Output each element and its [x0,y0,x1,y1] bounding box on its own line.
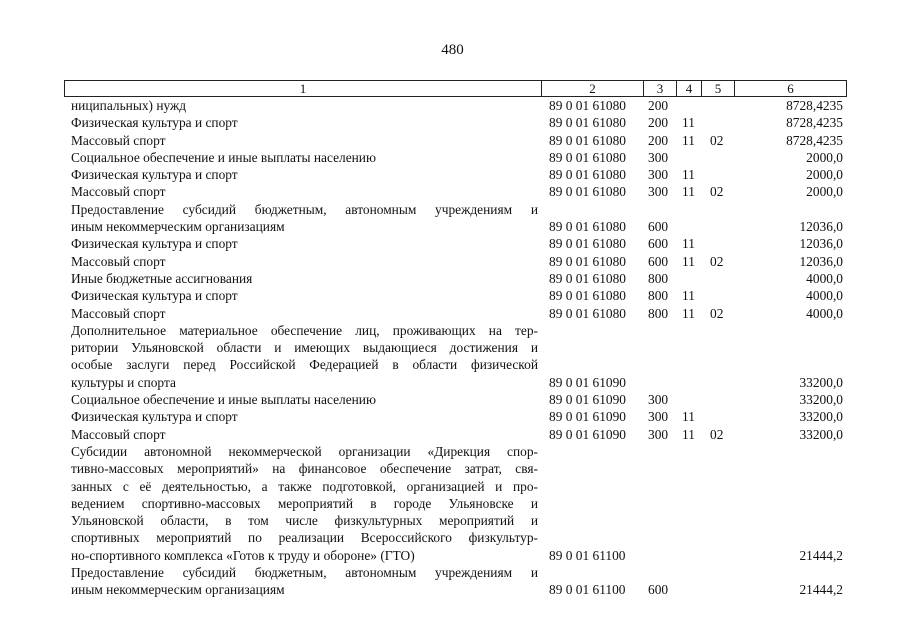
table-row [0,305,905,322]
amount: 21444,2 [799,582,843,598]
amount: 2000,0 [806,184,843,200]
table-row [0,564,905,599]
target-code: 89 0 01 61080 [549,115,626,131]
section: 11 [682,409,695,425]
row-values [0,253,905,270]
amount: 12036,0 [799,236,843,252]
expense-type: 300 [648,167,669,183]
table-row [0,426,905,443]
expense-type: 800 [648,305,669,321]
description-line: Ульяновской области, в том числе физкультурных мероприятий и [71,513,538,529]
description-line: Массовый спорт [71,305,166,321]
target-code: 89 0 01 61080 [549,236,626,252]
target-code: 89 0 01 61080 [549,167,626,183]
expense-type: 600 [648,253,669,269]
table-row [0,201,905,236]
row-values [0,581,905,598]
row-values [0,132,905,149]
target-code: 89 0 01 61090 [549,374,626,390]
row-values [0,183,905,200]
description-line: Предоставление субсидий бюджетным, автономным учреждениям и [71,565,538,581]
row-values [0,391,905,408]
target-code: 89 0 01 61080 [549,270,626,286]
expense-type: 600 [648,582,669,598]
section: 11 [682,167,695,183]
amount: 21444,2 [799,547,843,563]
section: 11 [682,288,695,304]
row-values [0,235,905,252]
target-code: 89 0 01 61080 [549,149,626,165]
table-row [0,287,905,304]
row-values [0,218,905,235]
amount: 12036,0 [799,253,843,269]
description-line: ниципальных) нужд [71,98,187,113]
section: 11 [682,115,695,131]
amount: 33200,0 [799,392,843,408]
amount: 12036,0 [799,219,843,235]
description-line: ведением спортивно-массовых мероприятий в городе Ульяновске и [71,495,538,511]
header-col-5: 5 [701,81,734,96]
target-code: 89 0 01 61080 [549,219,626,235]
description-line: спортивных мероприятий по реализации Всероссийского физкультур- [71,530,538,546]
target-code: 89 0 01 61090 [549,392,626,408]
amount: 2000,0 [806,149,843,165]
description-line: Социальное обеспечение и иные выплаты населению [71,149,376,165]
table-row [0,253,905,270]
row-values [0,166,905,183]
subsection: 02 [710,305,724,321]
row-values [0,408,905,425]
section: 11 [682,426,695,442]
table-row [0,132,905,149]
expense-type: 600 [648,219,669,235]
expense-type: 200 [648,115,669,131]
description-line: Иные бюджетные ассигнования [71,270,253,286]
description-line: Физическая культура и спорт [71,288,238,304]
table-row [0,270,905,287]
description-line: Физическая культура и спорт [71,236,238,252]
amount: 8728,4235 [786,98,843,113]
description-line: Массовый спорт [71,184,166,200]
section: 11 [682,305,695,321]
amount: 33200,0 [799,374,843,390]
section: 11 [682,184,695,200]
description-line: Массовый спорт [71,132,166,148]
table-row [0,391,905,408]
header-col-6: 6 [734,81,846,96]
amount: 2000,0 [806,167,843,183]
amount: 4000,0 [806,270,843,286]
row-values [0,305,905,322]
amount: 8728,4235 [786,115,843,131]
expense-type: 300 [648,149,669,165]
description-line: культуры и спорта [71,374,176,390]
expense-type: 600 [648,236,669,252]
table-row [0,166,905,183]
table-row [0,235,905,252]
expense-type: 300 [648,392,669,408]
table-header [64,80,847,97]
amount: 33200,0 [799,409,843,425]
header-col-1: 1 [299,81,307,96]
description-line: Массовый спорт [71,426,166,442]
amount: 4000,0 [806,305,843,321]
description-line: Дополнительное материальное обеспечение лиц, проживающих на тер- [71,322,538,338]
amount: 8728,4235 [786,132,843,148]
row-values [0,426,905,443]
row-values [0,149,905,166]
description-line: иным некоммерческим организациям [71,219,285,235]
table-row [0,114,905,131]
table-row [0,149,905,166]
target-code: 89 0 01 61080 [549,132,626,148]
description-line: Социальное обеспечение и иные выплаты населению [71,392,376,408]
table-row [0,97,905,114]
section: 11 [682,253,695,269]
amount: 33200,0 [799,426,843,442]
page-number: 480 [441,42,464,58]
expense-type: 800 [648,288,669,304]
expense-type: 200 [648,132,669,148]
description-line: но-спортивного комплекса «Готов к труду и обороне» (ГТО) [71,547,415,563]
description-line: Физическая культура и спорт [71,167,238,183]
expense-type: 300 [648,409,669,425]
row-values [0,270,905,287]
row-values [0,374,905,391]
header-col-2: 2 [541,81,643,96]
description-line: Физическая культура и спорт [71,115,238,131]
target-code: 89 0 01 61100 [549,547,626,563]
subsection: 02 [710,253,724,269]
target-code: 89 0 01 61090 [549,426,626,442]
header-col-3: 3 [643,81,676,96]
table-row [0,322,905,391]
expense-type: 800 [648,270,669,286]
subsection: 02 [710,184,724,200]
description-line: Предоставление субсидий бюджетным, автономным учреждениям и [71,201,538,217]
description-line: особые заслуги перед Российской Федерацией в области физической [71,357,538,373]
subsection: 02 [710,426,724,442]
row-values [0,547,905,564]
section: 11 [682,236,695,252]
row-values [0,114,905,131]
expense-type: 300 [648,184,669,200]
description-line: занных с её деятельностью, а также подготовкой, организацией и про- [71,478,538,494]
amount: 4000,0 [806,288,843,304]
section: 11 [682,132,695,148]
table-body [0,97,905,599]
row-values [0,97,905,114]
table-row [0,443,905,564]
subsection: 02 [710,132,724,148]
target-code: 89 0 01 61100 [549,582,626,598]
target-code: 89 0 01 61080 [549,288,626,304]
description-line: Физическая культура и спорт [71,409,238,425]
target-code: 89 0 01 61080 [549,253,626,269]
target-code: 89 0 01 61090 [549,409,626,425]
row-values [0,287,905,304]
table-row [0,408,905,425]
target-code: 89 0 01 61080 [549,184,626,200]
table-row [0,183,905,200]
description-line: Массовый спорт [71,253,166,269]
description-line: Субсидии автономной некоммерческой организации «Дирекция спор- [71,443,538,459]
expense-type: 200 [648,98,669,113]
expense-type: 300 [648,426,669,442]
description-line: тивно-массовых мероприятий» на финансовое обеспечение затрат, свя- [71,461,538,477]
target-code: 89 0 01 61080 [549,305,626,321]
description-line: иным некоммерческим организациям [71,582,285,598]
description-line: ритории Ульяновской области и имеющих выдающиеся достижения и [71,340,538,356]
header-col-4: 4 [676,81,701,96]
target-code: 89 0 01 61080 [549,98,626,113]
